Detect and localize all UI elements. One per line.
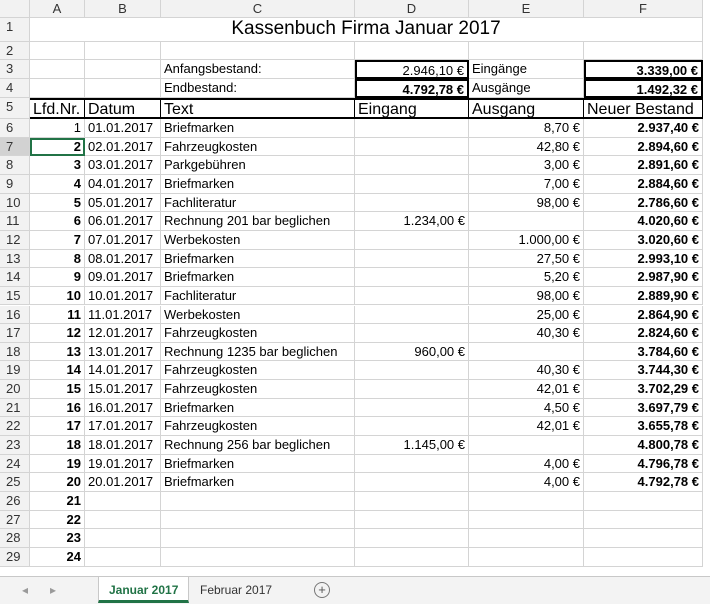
eingaenge-label[interactable]: Eingänge: [469, 60, 584, 79]
entry-eingang[interactable]: [355, 380, 469, 399]
cell[interactable]: [161, 511, 355, 530]
entry-nr-empty[interactable]: 21: [30, 492, 85, 511]
cell[interactable]: [161, 42, 355, 60]
entry-nr[interactable]: 2: [30, 138, 85, 157]
entry-text[interactable]: Rechnung 256 bar beglichen: [161, 436, 355, 455]
entry-nr[interactable]: 17: [30, 417, 85, 436]
table-header-3[interactable]: Eingang: [355, 98, 469, 119]
cell[interactable]: [30, 79, 85, 98]
cell[interactable]: [355, 548, 469, 567]
entry-bestand[interactable]: 2.824,60 €: [584, 324, 703, 343]
sheet-title[interactable]: Kassenbuch Firma Januar 2017: [30, 18, 703, 42]
sheet-tab-februar[interactable]: Februar 2017: [200, 583, 273, 597]
row-header[interactable]: 6: [0, 119, 30, 138]
cell[interactable]: [85, 60, 161, 79]
cell[interactable]: [584, 548, 703, 567]
row-header[interactable]: 26: [0, 492, 30, 511]
entry-eingang[interactable]: 960,00 €: [355, 343, 469, 362]
entry-nr[interactable]: 9: [30, 268, 85, 287]
entry-ausgang[interactable]: 40,30 €: [469, 324, 584, 343]
entry-bestand[interactable]: 3.744,30 €: [584, 361, 703, 380]
entry-ausgang[interactable]: 3,00 €: [469, 156, 584, 175]
entry-ausgang[interactable]: 42,80 €: [469, 138, 584, 157]
entry-ausgang[interactable]: 42,01 €: [469, 417, 584, 436]
row-header[interactable]: 20: [0, 380, 30, 399]
entry-text[interactable]: Briefmarken: [161, 175, 355, 194]
entry-datum[interactable]: 16.01.2017: [85, 399, 161, 418]
entry-text[interactable]: Fahrzeugkosten: [161, 380, 355, 399]
table-header-1[interactable]: Datum: [85, 98, 161, 119]
cell[interactable]: [355, 492, 469, 511]
endbestand-label[interactable]: Endbestand:: [161, 79, 355, 98]
entry-ausgang[interactable]: 4,00 €: [469, 455, 584, 474]
row-header[interactable]: 25: [0, 473, 30, 492]
eingaenge-value[interactable]: 3.339,00 €: [584, 60, 703, 79]
cell[interactable]: [85, 42, 161, 60]
row-header[interactable]: 27: [0, 511, 30, 530]
cell[interactable]: [355, 529, 469, 548]
cell[interactable]: [355, 511, 469, 530]
cell[interactable]: [30, 60, 85, 79]
entry-ausgang[interactable]: 98,00 €: [469, 194, 584, 213]
entry-ausgang[interactable]: 27,50 €: [469, 250, 584, 269]
entry-bestand[interactable]: 3.702,29 €: [584, 380, 703, 399]
entry-bestand[interactable]: 3.784,60 €: [584, 343, 703, 362]
cell[interactable]: [584, 511, 703, 530]
entry-datum[interactable]: 10.01.2017: [85, 287, 161, 306]
entry-text[interactable]: Fahrzeugkosten: [161, 324, 355, 343]
entry-ausgang[interactable]: 4,00 €: [469, 473, 584, 492]
entry-eingang[interactable]: [355, 175, 469, 194]
entry-bestand[interactable]: 4.796,78 €: [584, 455, 703, 474]
row-header[interactable]: 8: [0, 156, 30, 175]
entry-nr[interactable]: 8: [30, 250, 85, 269]
entry-eingang[interactable]: [355, 287, 469, 306]
entry-eingang[interactable]: [355, 250, 469, 269]
cell[interactable]: [85, 529, 161, 548]
cell[interactable]: [584, 529, 703, 548]
cell[interactable]: [85, 492, 161, 511]
cell[interactable]: [161, 548, 355, 567]
scroll-tabs-right-icon[interactable]: ▸: [50, 583, 57, 597]
row-header[interactable]: 11: [0, 212, 30, 231]
entry-bestand[interactable]: 2.884,60 €: [584, 175, 703, 194]
entry-bestand[interactable]: 3.655,78 €: [584, 417, 703, 436]
row-header[interactable]: 12: [0, 231, 30, 250]
entry-datum[interactable]: 15.01.2017: [85, 380, 161, 399]
entry-nr[interactable]: 10: [30, 287, 85, 306]
scroll-tabs-left-icon[interactable]: ◂: [22, 583, 29, 597]
select-all-corner[interactable]: [0, 0, 30, 18]
entry-eingang[interactable]: 1.145,00 €: [355, 436, 469, 455]
entry-datum[interactable]: 02.01.2017: [85, 138, 161, 157]
row-header[interactable]: 4: [0, 79, 30, 98]
entry-nr[interactable]: 7: [30, 231, 85, 250]
cell[interactable]: [469, 548, 584, 567]
entry-ausgang[interactable]: 5,20 €: [469, 268, 584, 287]
entry-text[interactable]: Briefmarken: [161, 250, 355, 269]
cell[interactable]: [584, 42, 703, 60]
cell[interactable]: [85, 79, 161, 98]
row-header[interactable]: 19: [0, 361, 30, 380]
row-header[interactable]: 18: [0, 343, 30, 362]
entry-bestand[interactable]: 2.786,60 €: [584, 194, 703, 213]
entry-text[interactable]: Fachliteratur: [161, 287, 355, 306]
row-header[interactable]: 24: [0, 455, 30, 474]
entry-text[interactable]: Parkgebühren: [161, 156, 355, 175]
column-header-d[interactable]: D: [355, 0, 469, 18]
row-header[interactable]: 5: [0, 98, 30, 119]
anfangsbestand-value[interactable]: 2.946,10 €: [355, 60, 469, 79]
entry-eingang[interactable]: [355, 138, 469, 157]
entry-nr[interactable]: 14: [30, 361, 85, 380]
row-header[interactable]: 28: [0, 529, 30, 548]
entry-text[interactable]: Werbekosten: [161, 306, 355, 325]
entry-nr[interactable]: 19: [30, 455, 85, 474]
entry-eingang[interactable]: [355, 324, 469, 343]
entry-bestand[interactable]: 2.894,60 €: [584, 138, 703, 157]
entry-eingang[interactable]: [355, 268, 469, 287]
anfangsbestand-label[interactable]: Anfangsbestand:: [161, 60, 355, 79]
entry-ausgang[interactable]: [469, 343, 584, 362]
row-header[interactable]: 14: [0, 268, 30, 287]
row-header[interactable]: 13: [0, 250, 30, 269]
entry-nr[interactable]: 16: [30, 399, 85, 418]
entry-bestand[interactable]: 4.020,60 €: [584, 212, 703, 231]
cell[interactable]: [584, 492, 703, 511]
entry-datum[interactable]: 20.01.2017: [85, 473, 161, 492]
entry-ausgang[interactable]: [469, 436, 584, 455]
entry-ausgang[interactable]: 40,30 €: [469, 361, 584, 380]
entry-ausgang[interactable]: 7,00 €: [469, 175, 584, 194]
entry-bestand[interactable]: 3.020,60 €: [584, 231, 703, 250]
entry-ausgang[interactable]: 25,00 €: [469, 306, 584, 325]
entry-eingang[interactable]: [355, 361, 469, 380]
entry-ausgang[interactable]: 98,00 €: [469, 287, 584, 306]
table-header-2[interactable]: Text: [161, 98, 355, 119]
entry-eingang[interactable]: [355, 119, 469, 138]
entry-datum[interactable]: 08.01.2017: [85, 250, 161, 269]
cell[interactable]: [469, 42, 584, 60]
entry-text[interactable]: Briefmarken: [161, 455, 355, 474]
entry-nr[interactable]: 11: [30, 306, 85, 325]
sheet-tab-januar[interactable]: Januar 2017: [98, 577, 189, 603]
entry-bestand[interactable]: 4.792,78 €: [584, 473, 703, 492]
entry-bestand[interactable]: 2.891,60 €: [584, 156, 703, 175]
entry-nr[interactable]: 6: [30, 212, 85, 231]
cell[interactable]: [161, 529, 355, 548]
entry-bestand[interactable]: 2.889,90 €: [584, 287, 703, 306]
entry-eingang[interactable]: [355, 399, 469, 418]
entry-eingang[interactable]: 1.234,00 €: [355, 212, 469, 231]
row-header[interactable]: 1: [0, 18, 30, 42]
entry-nr[interactable]: 15: [30, 380, 85, 399]
entry-datum[interactable]: 06.01.2017: [85, 212, 161, 231]
ausgaenge-value[interactable]: 1.492,32 €: [584, 79, 703, 98]
entry-ausgang[interactable]: 4,50 €: [469, 399, 584, 418]
add-sheet-icon[interactable]: +: [314, 582, 330, 598]
entry-text[interactable]: Werbekosten: [161, 231, 355, 250]
entry-datum[interactable]: 19.01.2017: [85, 455, 161, 474]
entry-eingang[interactable]: [355, 455, 469, 474]
entry-nr[interactable]: 4: [30, 175, 85, 194]
entry-text[interactable]: Fahrzeugkosten: [161, 361, 355, 380]
row-header[interactable]: 7: [0, 138, 30, 157]
entry-datum[interactable]: 14.01.2017: [85, 361, 161, 380]
entry-datum[interactable]: 07.01.2017: [85, 231, 161, 250]
cell[interactable]: [30, 42, 85, 60]
row-header[interactable]: 16: [0, 306, 30, 325]
row-header[interactable]: 17: [0, 324, 30, 343]
cell[interactable]: [469, 492, 584, 511]
entry-text[interactable]: Fachliteratur: [161, 194, 355, 213]
cell[interactable]: [161, 492, 355, 511]
entry-datum[interactable]: 01.01.2017: [85, 119, 161, 138]
entry-text[interactable]: Rechnung 1235 bar beglichen: [161, 343, 355, 362]
row-header[interactable]: 21: [0, 399, 30, 418]
entry-nr[interactable]: 13: [30, 343, 85, 362]
entry-nr[interactable]: 3: [30, 156, 85, 175]
entry-bestand[interactable]: 4.800,78 €: [584, 436, 703, 455]
entry-datum[interactable]: 04.01.2017: [85, 175, 161, 194]
entry-nr-empty[interactable]: 23: [30, 529, 85, 548]
cell[interactable]: [85, 548, 161, 567]
table-header-4[interactable]: Ausgang: [469, 98, 584, 119]
entry-datum[interactable]: 18.01.2017: [85, 436, 161, 455]
entry-ausgang[interactable]: [469, 212, 584, 231]
row-header[interactable]: 3: [0, 60, 30, 79]
row-header[interactable]: 29: [0, 548, 30, 567]
entry-text[interactable]: Briefmarken: [161, 119, 355, 138]
entry-nr[interactable]: 1: [30, 119, 85, 138]
row-header[interactable]: 2: [0, 42, 30, 60]
entry-bestand[interactable]: 2.993,10 €: [584, 250, 703, 269]
entry-eingang[interactable]: [355, 473, 469, 492]
entry-eingang[interactable]: [355, 231, 469, 250]
table-header-0[interactable]: Lfd.Nr.: [30, 98, 85, 119]
entry-bestand[interactable]: 2.937,40 €: [584, 119, 703, 138]
entry-datum[interactable]: 11.01.2017: [85, 306, 161, 325]
column-header-f[interactable]: F: [584, 0, 703, 18]
entry-text[interactable]: Briefmarken: [161, 399, 355, 418]
entry-ausgang[interactable]: 42,01 €: [469, 380, 584, 399]
entry-ausgang[interactable]: 8,70 €: [469, 119, 584, 138]
entry-nr[interactable]: 20: [30, 473, 85, 492]
endbestand-value[interactable]: 4.792,78 €: [355, 79, 469, 98]
entry-datum[interactable]: 13.01.2017: [85, 343, 161, 362]
entry-text[interactable]: Briefmarken: [161, 268, 355, 287]
row-header[interactable]: 22: [0, 417, 30, 436]
entry-text[interactable]: Fahrzeugkosten: [161, 417, 355, 436]
entry-bestand[interactable]: 2.864,90 €: [584, 306, 703, 325]
entry-datum[interactable]: 12.01.2017: [85, 324, 161, 343]
sheet-tab-bar: [0, 576, 710, 604]
entry-datum[interactable]: 03.01.2017: [85, 156, 161, 175]
entry-nr[interactable]: 18: [30, 436, 85, 455]
entry-text[interactable]: Rechnung 201 bar beglichen: [161, 212, 355, 231]
entry-text[interactable]: Fahrzeugkosten: [161, 138, 355, 157]
cell[interactable]: [469, 529, 584, 548]
entry-eingang[interactable]: [355, 156, 469, 175]
row-header[interactable]: 23: [0, 436, 30, 455]
cell[interactable]: [469, 511, 584, 530]
cell[interactable]: [85, 511, 161, 530]
entry-bestand[interactable]: 3.697,79 €: [584, 399, 703, 418]
entry-text[interactable]: Briefmarken: [161, 473, 355, 492]
cell[interactable]: [355, 42, 469, 60]
entry-eingang[interactable]: [355, 417, 469, 436]
entry-datum[interactable]: 05.01.2017: [85, 194, 161, 213]
entry-ausgang[interactable]: 1.000,00 €: [469, 231, 584, 250]
column-header-e[interactable]: E: [469, 0, 584, 18]
column-header-c[interactable]: C: [161, 0, 355, 18]
column-header-b[interactable]: B: [85, 0, 161, 18]
table-header-5[interactable]: Neuer Bestand: [584, 98, 703, 119]
entry-nr-empty[interactable]: 22: [30, 511, 85, 530]
row-header[interactable]: 15: [0, 287, 30, 306]
entry-bestand[interactable]: 2.987,90 €: [584, 268, 703, 287]
row-header[interactable]: 10: [0, 194, 30, 213]
entry-nr[interactable]: 5: [30, 194, 85, 213]
entry-datum[interactable]: 17.01.2017: [85, 417, 161, 436]
entry-nr-empty[interactable]: 24: [30, 548, 85, 567]
row-header[interactable]: 9: [0, 175, 30, 194]
entry-datum[interactable]: 09.01.2017: [85, 268, 161, 287]
entry-eingang[interactable]: [355, 194, 469, 213]
ausgaenge-label[interactable]: Ausgänge: [469, 79, 584, 98]
entry-nr[interactable]: 12: [30, 324, 85, 343]
column-header-a[interactable]: A: [30, 0, 85, 18]
entry-eingang[interactable]: [355, 306, 469, 325]
